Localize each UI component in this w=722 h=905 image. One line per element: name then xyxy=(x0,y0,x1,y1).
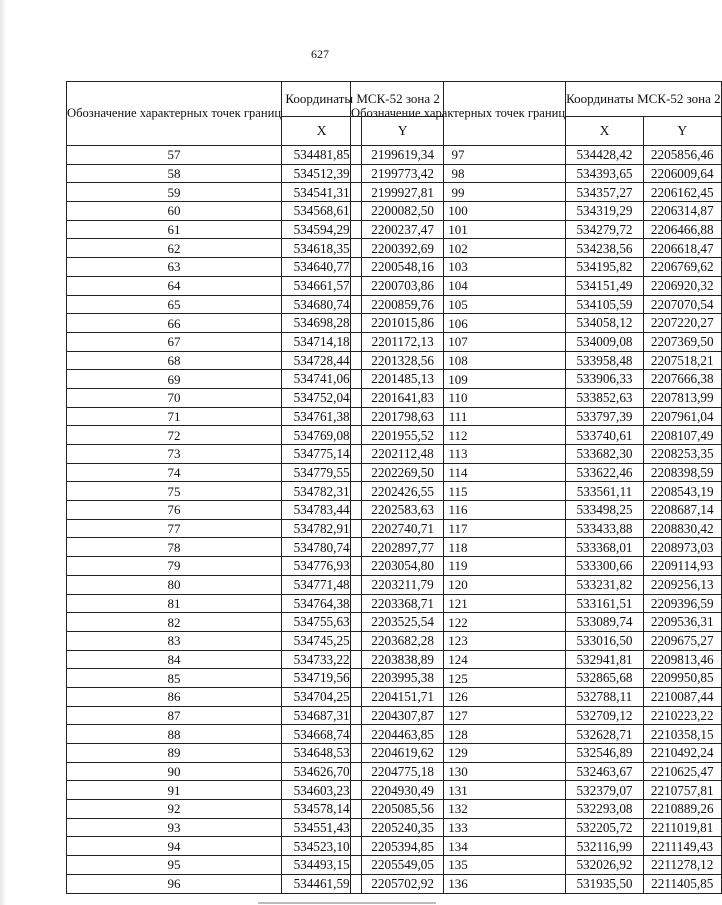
x-coordinate-cell: 534769,08 xyxy=(282,426,362,445)
point-number-cell: 76 xyxy=(67,501,282,520)
point-number-cell: 68 xyxy=(67,351,282,370)
table-row xyxy=(351,463,722,482)
point-number-cell: 80 xyxy=(67,575,282,594)
point-number-cell: 105 xyxy=(351,295,566,314)
x-coordinate-cell: 534640,77 xyxy=(282,258,362,277)
x-coordinate-cell: 534782,31 xyxy=(282,482,362,501)
point-number-cell: 125 xyxy=(351,669,566,688)
point-number-cell: 69 xyxy=(67,370,282,389)
point-number-cell: 84 xyxy=(67,650,282,669)
point-number-cell: 102 xyxy=(351,239,566,258)
point-number-cell: 111 xyxy=(351,407,566,426)
point-number-cell: 77 xyxy=(67,519,282,538)
y-coordinate-cell: 2207961,04 xyxy=(643,407,721,426)
table-row xyxy=(351,594,722,613)
y-coordinate-cell: 2210492,24 xyxy=(643,744,721,763)
x-coordinate-cell: 534661,57 xyxy=(282,276,362,295)
page-number: 627 xyxy=(311,47,329,61)
y-coordinate-cell: 2202426,55 xyxy=(362,482,444,501)
x-coordinate-cell: 534279,72 xyxy=(566,220,644,239)
point-number-cell: 101 xyxy=(351,220,566,239)
y-coordinate-cell: 2211405,85 xyxy=(643,874,721,893)
x-coordinate-cell: 533498,25 xyxy=(566,501,644,520)
x-coordinate-cell: 534618,35 xyxy=(282,239,362,258)
x-coordinate-cell: 532116,99 xyxy=(566,837,644,856)
x-coordinate-cell: 534195,82 xyxy=(566,258,644,277)
point-number-cell: 73 xyxy=(67,445,282,464)
point-number-cell: 118 xyxy=(351,538,566,557)
y-coordinate-cell: 2210087,44 xyxy=(643,687,721,706)
table-row xyxy=(351,706,722,725)
y-coordinate-cell: 2204619,62 xyxy=(362,744,444,763)
point-number-cell: 58 xyxy=(67,164,282,183)
y-coordinate-cell: 2199619,34 xyxy=(362,146,444,165)
point-number-cell: 126 xyxy=(351,687,566,706)
table-row xyxy=(351,744,722,763)
point-number-cell: 86 xyxy=(67,687,282,706)
point-number-cell: 81 xyxy=(67,594,282,613)
y-coordinate-cell: 2208398,59 xyxy=(643,463,721,482)
point-number-cell: 123 xyxy=(351,631,566,650)
y-coordinate-cell: 2205856,46 xyxy=(643,146,721,165)
x-coordinate-cell: 534733,22 xyxy=(282,650,362,669)
y-coordinate-cell: 2200392,69 xyxy=(362,239,444,258)
scan-bottom-mark xyxy=(258,902,436,904)
y-coordinate-cell: 2200859,76 xyxy=(362,295,444,314)
point-number-cell: 83 xyxy=(67,631,282,650)
x-coordinate-cell: 534428,42 xyxy=(566,146,644,165)
x-coordinate-cell: 534698,28 xyxy=(282,314,362,333)
y-coordinate-cell: 2209256,13 xyxy=(643,575,721,594)
y-coordinate-cell: 2206920,32 xyxy=(643,276,721,295)
point-number-cell: 131 xyxy=(351,781,566,800)
x-coordinate-cell: 534764,38 xyxy=(282,594,362,613)
y-coordinate-cell: 2207518,21 xyxy=(643,351,721,370)
point-number-cell: 85 xyxy=(67,669,282,688)
x-coordinate-cell: 534775,14 xyxy=(282,445,362,464)
point-number-cell: 59 xyxy=(67,183,282,202)
table-row xyxy=(351,781,722,800)
point-number-cell: 78 xyxy=(67,538,282,557)
y-coordinate-cell: 2201641,83 xyxy=(362,388,444,407)
table-row xyxy=(351,631,722,650)
y-coordinate-cell: 2207369,50 xyxy=(643,332,721,351)
point-number-cell: 98 xyxy=(351,164,566,183)
table-row xyxy=(351,276,722,295)
point-number-cell: 132 xyxy=(351,800,566,819)
point-number-cell: 63 xyxy=(67,258,282,277)
x-coordinate-cell: 534714,18 xyxy=(282,332,362,351)
table-row xyxy=(351,445,722,464)
y-coordinate-cell: 2202740,71 xyxy=(362,519,444,538)
y-coordinate-cell: 2210889,26 xyxy=(643,800,721,819)
y-coordinate-cell: 2206769,62 xyxy=(643,258,721,277)
x-coordinate-cell: 532709,12 xyxy=(566,706,644,725)
y-coordinate-cell: 2203525,54 xyxy=(362,613,444,632)
point-number-cell: 96 xyxy=(67,874,282,893)
y-coordinate-cell: 2204307,87 xyxy=(362,706,444,725)
x-coordinate-cell: 532379,07 xyxy=(566,781,644,800)
table-row xyxy=(351,874,722,893)
point-number-cell: 122 xyxy=(351,613,566,632)
y-coordinate-cell: 2201172,13 xyxy=(362,332,444,351)
y-coordinate-cell: 2203211,79 xyxy=(362,575,444,594)
x-coordinate-cell: 534755,63 xyxy=(282,613,362,632)
x-coordinate-cell: 534319,29 xyxy=(566,202,644,221)
x-coordinate-cell: 532865,68 xyxy=(566,669,644,688)
point-number-cell: 113 xyxy=(351,445,566,464)
point-number-cell: 90 xyxy=(67,762,282,781)
y-coordinate-cell: 2205702,92 xyxy=(362,874,444,893)
x-coordinate-cell: 534568,61 xyxy=(282,202,362,221)
point-number-cell: 67 xyxy=(67,332,282,351)
table-row xyxy=(351,388,722,407)
y-coordinate-cell: 2206009,64 xyxy=(643,164,721,183)
point-number-cell: 88 xyxy=(67,725,282,744)
point-number-cell: 97 xyxy=(351,146,566,165)
table-row xyxy=(351,351,722,370)
x-coordinate-cell: 532788,11 xyxy=(566,687,644,706)
x-coordinate-cell: 531935,50 xyxy=(566,874,644,893)
table-row xyxy=(351,725,722,744)
x-coordinate-cell: 534357,27 xyxy=(566,183,644,202)
point-number-cell: 127 xyxy=(351,706,566,725)
y-coordinate-cell: 2208253,35 xyxy=(643,445,721,464)
y-coordinate-cell: 2210223,22 xyxy=(643,706,721,725)
y-coordinate-cell: 2206618,47 xyxy=(643,239,721,258)
point-number-cell: 108 xyxy=(351,351,566,370)
point-number-cell: 129 xyxy=(351,744,566,763)
table-row xyxy=(351,575,722,594)
x-coordinate-cell: 534745,25 xyxy=(282,631,362,650)
point-number-cell: 65 xyxy=(67,295,282,314)
x-coordinate-cell: 534594,29 xyxy=(282,220,362,239)
point-number-cell: 107 xyxy=(351,332,566,351)
table-row xyxy=(351,202,722,221)
x-column-header: X xyxy=(566,117,644,146)
y-coordinate-cell: 2209536,31 xyxy=(643,613,721,632)
y-coordinate-cell: 2209813,46 xyxy=(643,650,721,669)
y-coordinate-cell: 2206162,45 xyxy=(643,183,721,202)
x-coordinate-cell: 532628,71 xyxy=(566,725,644,744)
point-number-cell: 116 xyxy=(351,501,566,520)
x-coordinate-cell: 534752,04 xyxy=(282,388,362,407)
point-number-cell: 136 xyxy=(351,874,566,893)
y-coordinate-cell: 2207070,54 xyxy=(643,295,721,314)
y-coordinate-cell: 2205394,85 xyxy=(362,837,444,856)
table-row xyxy=(351,557,722,576)
x-coordinate-cell: 534771,48 xyxy=(282,575,362,594)
table-row xyxy=(351,314,722,333)
y-coordinate-cell: 2207666,38 xyxy=(643,370,721,389)
point-number-cell: 66 xyxy=(67,314,282,333)
x-coordinate-cell: 533797,39 xyxy=(566,407,644,426)
y-coordinate-cell: 2204930,49 xyxy=(362,781,444,800)
x-coordinate-cell: 532463,67 xyxy=(566,762,644,781)
x-coordinate-cell: 534238,56 xyxy=(566,239,644,258)
x-coordinate-cell: 533231,82 xyxy=(566,575,644,594)
x-coordinate-cell: 534551,43 xyxy=(282,818,362,837)
point-number-cell: 110 xyxy=(351,388,566,407)
y-coordinate-cell: 2202112,48 xyxy=(362,445,444,464)
point-number-cell: 128 xyxy=(351,725,566,744)
x-coordinate-cell: 534648,53 xyxy=(282,744,362,763)
x-coordinate-cell: 534687,31 xyxy=(282,706,362,725)
point-number-cell: 124 xyxy=(351,650,566,669)
table-row xyxy=(351,482,722,501)
point-number-cell: 71 xyxy=(67,407,282,426)
point-label-header: Обозначение характерных точек границ xyxy=(351,82,566,146)
x-coordinate-cell: 534728,44 xyxy=(282,351,362,370)
y-coordinate-cell: 2204151,71 xyxy=(362,687,444,706)
x-coordinate-cell: 534780,74 xyxy=(282,538,362,557)
x-coordinate-cell: 532941,81 xyxy=(566,650,644,669)
y-coordinate-cell: 2203368,71 xyxy=(362,594,444,613)
scan-edge-shadow xyxy=(0,0,6,905)
y-column-header: Y xyxy=(362,117,444,146)
y-coordinate-cell: 2205549,05 xyxy=(362,856,444,875)
table-row xyxy=(351,687,722,706)
point-number-cell: 57 xyxy=(67,146,282,165)
table-row xyxy=(351,501,722,520)
point-number-cell: 112 xyxy=(351,426,566,445)
y-coordinate-cell: 2209114,93 xyxy=(643,557,721,576)
y-coordinate-cell: 2207813,99 xyxy=(643,388,721,407)
table-row xyxy=(351,837,722,856)
point-number-cell: 109 xyxy=(351,370,566,389)
y-coordinate-cell: 2211149,43 xyxy=(643,837,721,856)
x-column-header: X xyxy=(282,117,362,146)
table-row xyxy=(351,426,722,445)
table-row xyxy=(351,762,722,781)
y-coordinate-cell: 2203682,28 xyxy=(362,631,444,650)
point-number-cell: 94 xyxy=(67,837,282,856)
point-number-cell: 133 xyxy=(351,818,566,837)
table-row xyxy=(351,407,722,426)
y-coordinate-cell: 2209950,85 xyxy=(643,669,721,688)
y-coordinate-cell: 2201485,13 xyxy=(362,370,444,389)
x-coordinate-cell: 532546,89 xyxy=(566,744,644,763)
y-coordinate-cell: 2205085,56 xyxy=(362,800,444,819)
point-number-cell: 117 xyxy=(351,519,566,538)
coordinate-system-header: Координаты МСК-52 зона 2 xyxy=(566,82,722,117)
y-coordinate-cell: 2199773,42 xyxy=(362,164,444,183)
y-coordinate-cell: 2206314,87 xyxy=(643,202,721,221)
point-number-cell: 89 xyxy=(67,744,282,763)
x-coordinate-cell: 533089,74 xyxy=(566,613,644,632)
y-coordinate-cell: 2201328,56 xyxy=(362,351,444,370)
point-number-cell: 93 xyxy=(67,818,282,837)
y-coordinate-cell: 2208107,49 xyxy=(643,426,721,445)
x-coordinate-cell: 533561,11 xyxy=(566,482,644,501)
x-coordinate-cell: 534761,38 xyxy=(282,407,362,426)
coordinate-system-header: Координаты МСК-52 зона 2 xyxy=(282,82,444,117)
y-coordinate-cell: 2208973,03 xyxy=(643,538,721,557)
x-coordinate-cell: 534578,14 xyxy=(282,800,362,819)
x-coordinate-cell: 533016,50 xyxy=(566,631,644,650)
point-number-cell: 74 xyxy=(67,463,282,482)
point-number-cell: 120 xyxy=(351,575,566,594)
table-row xyxy=(351,650,722,669)
point-number-cell: 130 xyxy=(351,762,566,781)
y-coordinate-cell: 2203995,38 xyxy=(362,669,444,688)
point-number-cell: 92 xyxy=(67,800,282,819)
x-coordinate-cell: 534493,15 xyxy=(282,856,362,875)
x-coordinate-cell: 534680,74 xyxy=(282,295,362,314)
x-coordinate-cell: 534704,25 xyxy=(282,687,362,706)
y-coordinate-cell: 2206466,88 xyxy=(643,220,721,239)
point-number-cell: 72 xyxy=(67,426,282,445)
x-coordinate-cell: 533433,88 xyxy=(566,519,644,538)
point-number-cell: 115 xyxy=(351,482,566,501)
point-number-cell: 60 xyxy=(67,202,282,221)
x-coordinate-cell: 533368,01 xyxy=(566,538,644,557)
table-row xyxy=(351,669,722,688)
y-coordinate-cell: 2200703,86 xyxy=(362,276,444,295)
point-number-cell: 100 xyxy=(351,202,566,221)
x-coordinate-cell: 533300,66 xyxy=(566,557,644,576)
y-coordinate-cell: 2201015,86 xyxy=(362,314,444,333)
y-coordinate-cell: 2202897,77 xyxy=(362,538,444,557)
x-coordinate-cell: 534523,10 xyxy=(282,837,362,856)
point-number-cell: 87 xyxy=(67,706,282,725)
point-label-header: Обозначение характерных точек границ xyxy=(67,82,282,146)
y-coordinate-cell: 2202269,50 xyxy=(362,463,444,482)
table-row xyxy=(351,332,722,351)
y-coordinate-cell: 2208543,19 xyxy=(643,482,721,501)
y-coordinate-cell: 2205240,35 xyxy=(362,818,444,837)
table-row xyxy=(351,295,722,314)
y-coordinate-cell: 2204775,18 xyxy=(362,762,444,781)
x-coordinate-cell: 534151,49 xyxy=(566,276,644,295)
point-number-cell: 95 xyxy=(67,856,282,875)
table-row xyxy=(351,183,722,202)
y-coordinate-cell: 2210625,47 xyxy=(643,762,721,781)
table-row xyxy=(351,818,722,837)
point-number-cell: 114 xyxy=(351,463,566,482)
x-coordinate-cell: 533958,48 xyxy=(566,351,644,370)
y-coordinate-cell: 2201798,63 xyxy=(362,407,444,426)
x-coordinate-cell: 533622,46 xyxy=(566,463,644,482)
x-coordinate-cell: 532026,92 xyxy=(566,856,644,875)
table-row xyxy=(351,220,722,239)
y-coordinate-cell: 2200548,16 xyxy=(362,258,444,277)
x-coordinate-cell: 534393,65 xyxy=(566,164,644,183)
point-number-cell: 106 xyxy=(351,314,566,333)
x-coordinate-cell: 534783,44 xyxy=(282,501,362,520)
x-coordinate-cell: 533682,30 xyxy=(566,445,644,464)
x-coordinate-cell: 534512,39 xyxy=(282,164,362,183)
y-coordinate-cell: 2211278,12 xyxy=(643,856,721,875)
table-row xyxy=(351,613,722,632)
x-coordinate-cell: 534603,23 xyxy=(282,781,362,800)
table-row xyxy=(351,800,722,819)
x-coordinate-cell: 534779,55 xyxy=(282,463,362,482)
x-coordinate-cell: 534626,70 xyxy=(282,762,362,781)
point-number-cell: 75 xyxy=(67,482,282,501)
y-coordinate-cell: 2202583,63 xyxy=(362,501,444,520)
x-coordinate-cell: 534741,06 xyxy=(282,370,362,389)
table-row xyxy=(351,856,722,875)
point-number-cell: 91 xyxy=(67,781,282,800)
table-row xyxy=(351,146,722,165)
y-coordinate-cell: 2210358,15 xyxy=(643,725,721,744)
x-coordinate-cell: 534668,74 xyxy=(282,725,362,744)
y-coordinate-cell: 2199927,81 xyxy=(362,183,444,202)
y-coordinate-cell: 2207220,27 xyxy=(643,314,721,333)
table-row xyxy=(351,519,722,538)
x-coordinate-cell: 533740,61 xyxy=(566,426,644,445)
x-coordinate-cell: 533161,51 xyxy=(566,594,644,613)
y-column-header: Y xyxy=(643,117,721,146)
x-coordinate-cell: 533906,33 xyxy=(566,370,644,389)
point-number-cell: 121 xyxy=(351,594,566,613)
y-coordinate-cell: 2201955,52 xyxy=(362,426,444,445)
y-coordinate-cell: 2208830,42 xyxy=(643,519,721,538)
point-number-cell: 99 xyxy=(351,183,566,202)
y-coordinate-cell: 2200082,50 xyxy=(362,202,444,221)
point-number-cell: 82 xyxy=(67,613,282,632)
x-coordinate-cell: 534481,85 xyxy=(282,146,362,165)
point-number-cell: 134 xyxy=(351,837,566,856)
point-number-cell: 135 xyxy=(351,856,566,875)
point-number-cell: 79 xyxy=(67,557,282,576)
point-number-cell: 103 xyxy=(351,258,566,277)
y-coordinate-cell: 2203838,89 xyxy=(362,650,444,669)
y-coordinate-cell: 2208687,14 xyxy=(643,501,721,520)
y-coordinate-cell: 2203054,80 xyxy=(362,557,444,576)
x-coordinate-cell: 534105,59 xyxy=(566,295,644,314)
y-coordinate-cell: 2200237,47 xyxy=(362,220,444,239)
x-coordinate-cell: 534782,91 xyxy=(282,519,362,538)
table-row xyxy=(351,258,722,277)
point-number-cell: 70 xyxy=(67,388,282,407)
table-row xyxy=(351,370,722,389)
y-coordinate-cell: 2210757,81 xyxy=(643,781,721,800)
x-coordinate-cell: 534776,93 xyxy=(282,557,362,576)
table-row xyxy=(351,538,722,557)
x-coordinate-cell: 532293,08 xyxy=(566,800,644,819)
x-coordinate-cell: 534461,59 xyxy=(282,874,362,893)
table-row xyxy=(351,239,722,258)
point-number-cell: 64 xyxy=(67,276,282,295)
x-coordinate-cell: 534541,31 xyxy=(282,183,362,202)
x-coordinate-cell: 532205,72 xyxy=(566,818,644,837)
x-coordinate-cell: 534719,56 xyxy=(282,669,362,688)
x-coordinate-cell: 534058,12 xyxy=(566,314,644,333)
y-coordinate-cell: 2209675,27 xyxy=(643,631,721,650)
y-coordinate-cell: 2209396,59 xyxy=(643,594,721,613)
y-coordinate-cell: 2211019,81 xyxy=(643,818,721,837)
table-row xyxy=(351,164,722,183)
point-number-cell: 119 xyxy=(351,557,566,576)
coordinates-table-right xyxy=(350,81,722,894)
x-coordinate-cell: 533852,63 xyxy=(566,388,644,407)
x-coordinate-cell: 534009,08 xyxy=(566,332,644,351)
point-number-cell: 61 xyxy=(67,220,282,239)
y-coordinate-cell: 2204463,85 xyxy=(362,725,444,744)
point-number-cell: 104 xyxy=(351,276,566,295)
point-number-cell: 62 xyxy=(67,239,282,258)
